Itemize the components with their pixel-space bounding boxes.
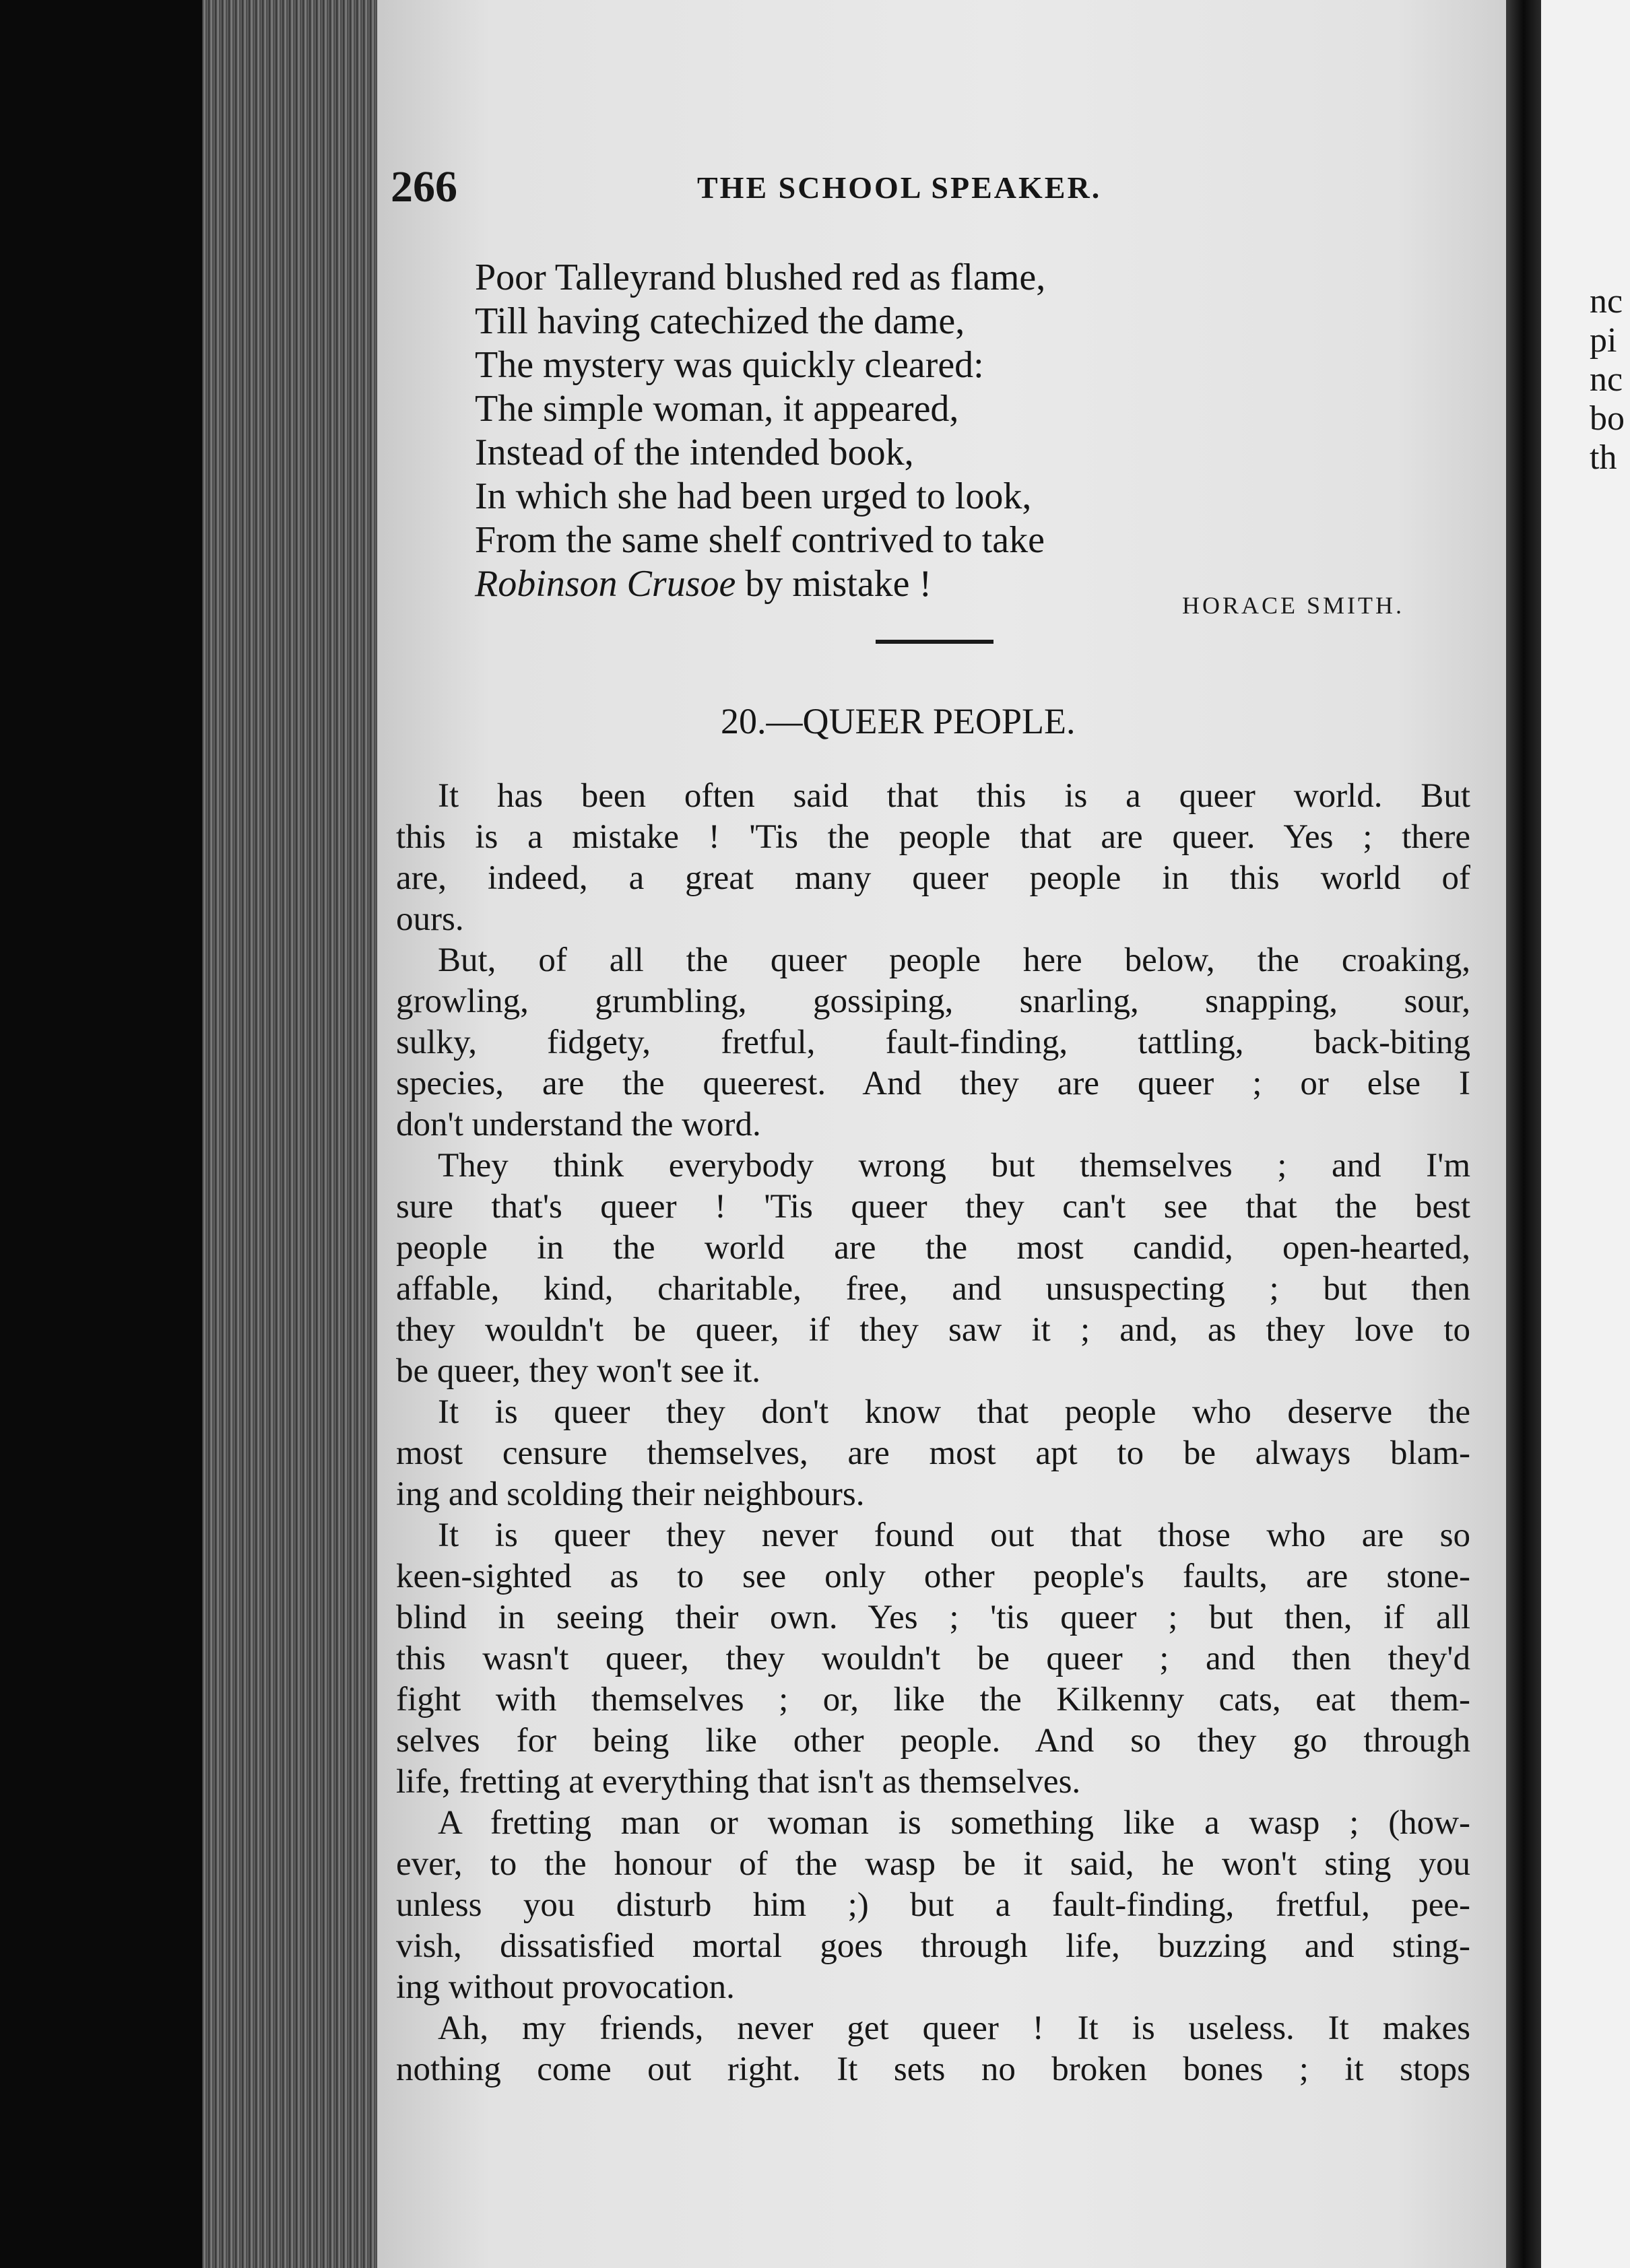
- body-text-line: they wouldn't be queer, if they saw it ; and, as they love to: [396, 1311, 1470, 1349]
- body-text-line: unless you disturb him ;) but a fault-finding, fretful, pee-: [396, 1886, 1470, 1924]
- book-title-italic: Robinson Crusoe: [475, 563, 736, 605]
- body-text-line: ing without provocation.: [396, 1968, 735, 2006]
- body-text-line: A fretting man or woman is something like a wasp ; (how-: [438, 1804, 1470, 1842]
- body-text-line: this is a mistake ! 'Tis the people that are queer. Yes ; there: [396, 818, 1470, 856]
- body-text-line: this wasn't queer, they wouldn't be queer ; and then they'd: [396, 1640, 1470, 1677]
- section-body-text: [396, 776, 1470, 2090]
- body-text-line: It is queer they don't know that people who deserve the: [438, 1393, 1470, 1431]
- poem-line: Poor Talleyrand blushed red as flame,: [475, 257, 1046, 298]
- facing-page-line: nc: [1590, 360, 1623, 399]
- body-text-line: ours.: [396, 900, 464, 938]
- facing-page-line: pi: [1590, 321, 1617, 360]
- body-text-line: sulky, fidgety, fretful, fault-finding, tattling, back-biting: [396, 1024, 1470, 1061]
- body-text-line: are, indeed, a great many queer people in this world of: [396, 859, 1470, 897]
- body-text-line: Ah, my friends, never get queer ! It is useless. It makes: [438, 2009, 1470, 2047]
- poem-line: In which she had been urged to look,: [475, 475, 1032, 517]
- section-divider-rule: [876, 640, 993, 644]
- body-text-line: ever, to the honour of the wasp be it said, he won't sting you: [396, 1845, 1470, 1883]
- scan-background-left: [0, 0, 202, 2268]
- facing-page-line: th: [1590, 438, 1617, 477]
- running-head: [0, 162, 1630, 215]
- body-text-line: fight with themselves ; or, like the Kilkenny cats, eat them-: [396, 1681, 1470, 1719]
- book-gutter: [1506, 0, 1541, 2268]
- body-text-line: life, fretting at everything that isn't as themselves.: [396, 1763, 1081, 1801]
- body-text-line: species, are the queerest. And they are queer ; or else I: [396, 1065, 1470, 1102]
- page-edges-stack: [202, 0, 377, 2268]
- facing-page-fragment: [1541, 0, 1630, 2268]
- facing-page-line: bo: [1590, 399, 1625, 438]
- body-text-line: growling, grumbling, gossiping, snarling, snapping, sour,: [396, 982, 1470, 1020]
- section-title: 20.—QUEER PEOPLE.: [721, 701, 1076, 741]
- body-text-line: be queer, they won't see it.: [396, 1352, 761, 1390]
- page-number: 266: [391, 162, 457, 211]
- body-text-line: It is queer they never found out that those who are so: [438, 1516, 1470, 1554]
- poem-line: The simple woman, it appeared,: [475, 388, 959, 430]
- poem-line: From the same shelf contrived to take: [475, 519, 1045, 561]
- body-text-line: keen-sighted as to see only other people's faults, are stone-: [396, 1558, 1470, 1595]
- poem-line: Instead of the intended book,: [475, 432, 914, 473]
- poem-attribution: HORACE SMITH.: [1182, 592, 1405, 619]
- poem-line-last: [475, 562, 1045, 606]
- body-text-line: vish, dissatisfied mortal goes through life, buzzing and sting-: [396, 1927, 1470, 1965]
- body-text-line: But, of all the queer people here below, the croaking,: [438, 941, 1470, 979]
- facing-page-line: nc: [1590, 282, 1623, 321]
- body-text-line: affable, kind, charitable, free, and unsuspecting ; but then: [396, 1270, 1470, 1308]
- body-text-line: ing and scolding their neighbours.: [396, 1475, 865, 1513]
- poem-line: The mystery was quickly cleared:: [475, 344, 984, 386]
- body-text-line: most censure themselves, are most apt to be always blam-: [396, 1434, 1470, 1472]
- poem-line-end: by mistake !: [736, 563, 932, 605]
- body-text-line: It has been often said that this is a queer world. But: [438, 777, 1470, 815]
- body-text-line: sure that's queer ! 'Tis queer they can't see that the best: [396, 1188, 1470, 1226]
- poem-line: Till having catechized the dame,: [475, 300, 965, 342]
- body-text-line: people in the world are the most candid, open-hearted,: [396, 1229, 1470, 1267]
- body-text-line: don't understand the word.: [396, 1106, 761, 1143]
- body-text-line: They think everybody wrong but themselves ; and I'm: [438, 1147, 1470, 1185]
- poem-excerpt: [475, 256, 1045, 606]
- body-text-line: selves for being like other people. And so they go through: [396, 1722, 1470, 1760]
- running-title: THE SCHOOL SPEAKER.: [697, 170, 1102, 205]
- body-text-line: nothing come out right. It sets no broken bones ; it stops: [396, 2050, 1470, 2088]
- body-text-line: blind in seeing their own. Yes ; 'tis queer ; but then, if all: [396, 1599, 1470, 1636]
